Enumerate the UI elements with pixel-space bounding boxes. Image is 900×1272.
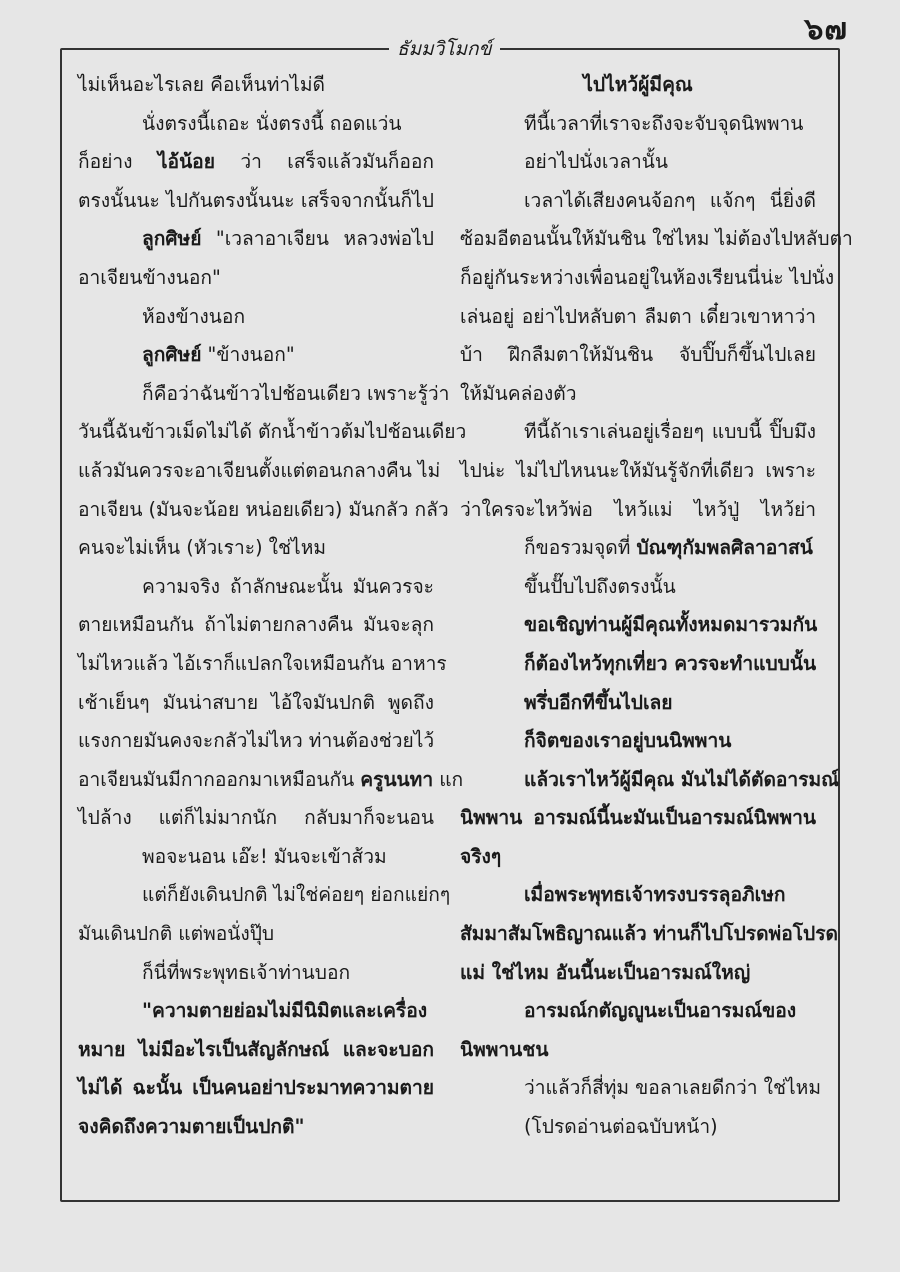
bold-phrase: ครูนนทา [360, 767, 434, 791]
right-column-line: ไปไหว้ผู้มีคุณ [583, 73, 693, 96]
bold-phrase: ไอ้น้อย [157, 150, 215, 174]
right-column-line: แล้วเราไหว้ผู้มีคุณ มันไม่ได้ตัดอารมณ์ [524, 767, 839, 791]
right-column-line: ทีนี้เวลาที่เราจะถึงจะจับจุดนิพพาน [524, 111, 804, 135]
left-column-line: ไปล้าง แต่ก็ไม่มากนัก กลับมาก็จะนอน [78, 806, 434, 830]
text-fragment: แก [433, 767, 464, 791]
right-column-line: นิพพาน อารมณ์นี้นะมันเป็นอารมณ์นิพพาน [460, 806, 816, 830]
left-column-line: ตายเหมือนกัน ถ้าไม่ตายกลางคืน มันจะลุก [78, 613, 434, 637]
left-column-line: หมาย ไม่มีอะไรเป็นสัญลักษณ์ และจะบอก [78, 1037, 434, 1061]
right-column-line: ก็อยู่กันระหว่างเพื่อนอยู่ในห้องเรียนนี่น่ะ ไปนั่ง [460, 265, 835, 289]
text-fragment: ว่า เสร็จแล้วมันก็ออก [214, 150, 434, 174]
left-column-line: แต่ก็ยังเดินปกติ ไม่ใช่ค่อยๆ ย่อกแย่กๆ [142, 883, 451, 907]
bold-phrase: ลูกศิษย์ [142, 343, 202, 367]
left-column-line: อาเจียนข้างนอก" [78, 265, 221, 289]
left-column-line: จงคิดถึงความตายเป็นปกติ" [78, 1115, 305, 1139]
right-column-line: ขอเชิญท่านผู้มีคุณทั้งหมดมารวมกัน [524, 613, 818, 637]
left-text-column [78, 66, 467, 1147]
right-column-line: เวลาได้เสียงคนจ้อกๆ แจ้กๆ นี่ยิ่งดี [524, 188, 816, 212]
left-column-line: ไม่ไหวแล้ว ไอ้เราก็แปลกใจเหมือนกัน อาหาร [78, 651, 447, 675]
left-column-line: เช้าเย็นๆ มันน่าสบาย ไอ้ใจมันปกติ พูดถึง [78, 690, 434, 714]
left-column-line [78, 761, 464, 800]
left-column-line: ก็คือว่าฉันข้าวไปช้อนเดียว เพราะรู้ว่า [142, 381, 450, 405]
bold-phrase: บัณฑุกัมพลศิลาอาสน์ [636, 536, 813, 560]
left-column-line: แรงกายมันคงจะกลัวไม่ไหว ท่านต้องช่วยไว้ [78, 729, 435, 753]
left-column-line: คนจะไม่เห็น (หัวเราะ) ใช่ไหม [78, 536, 326, 560]
right-column-line: ก็ต้องไหว้ทุกเที่ยว ควรจะทำแบบนั้น [524, 651, 817, 675]
text-fragment: อาเจียนมันมีกากออกมาเหมือนกัน [78, 767, 361, 791]
page-number: ๖๗ [804, 12, 848, 47]
right-column-line: แม่ ใช่ไหม อันนี้นะเป็นอารมณ์ใหญ่ [460, 960, 751, 984]
right-text-column [460, 66, 853, 1147]
left-column-line: พอจะนอน เอ๊ะ! มันจะเข้าส้วม [142, 844, 387, 868]
left-column-line: แล้วมันควรจะอาเจียนตั้งแต่ตอนกลางคืน ไม่ [78, 458, 441, 482]
left-column-line: วันนี้ฉันข้าวเม็ดไม่ได้ ตักน้ำข้าวต้มไปช้อนเดียว [78, 420, 467, 444]
text-fragment: ก็อย่าง [78, 150, 158, 174]
bold-phrase: ลูกศิษย์ [142, 227, 202, 251]
right-column-line: จริงๆ [460, 844, 502, 868]
left-column-line: ก็นี่ที่พระพุทธเจ้าท่านบอก [142, 960, 351, 984]
right-column-line: พรึ่บอีกทีขึ้นไปเลย [524, 690, 673, 714]
right-column-line: ซ้อมอีตอนนั้นให้มันชิน ใช่ไหม ไม่ต้องไปหลับตา [460, 227, 853, 251]
right-column-line: สัมมาสัมโพธิญาณแล้ว ท่านก็ไปโปรดพ่อโปรด [460, 922, 838, 946]
right-column-line: นิพพานชน [460, 1037, 549, 1061]
right-column-line: (โปรดอ่านต่อฉบับหน้า) [524, 1115, 718, 1139]
right-column-line: ว่าแล้วก็สี่ทุ่ม ขอลาเลยดีกว่า ใช่ไหม [524, 1076, 821, 1100]
right-column-line [460, 529, 816, 568]
text-fragment: "เวลาอาเจียน หลวงพ่อไป [201, 227, 434, 251]
left-column-line: ไม่ได้ ฉะนั้น เป็นคนอย่าประมาทความตาย [78, 1076, 434, 1100]
left-column-line: นั่งตรงนี้เถอะ นั่งตรงนี้ ถอดแว่น [142, 111, 402, 135]
right-column-line: ไปน่ะ ไม่ไปไหนนะให้มันรู้จักที่เดียว เพราะ [460, 458, 816, 482]
right-column-line: อารมณ์กตัญญูนะเป็นอารมณ์ของ [524, 999, 797, 1023]
left-column-line: "ความตายย่อมไม่มีนิมิตและเครื่อง [142, 999, 428, 1023]
left-column-line: มันเดินปกติ แต่พอนั่งปุ๊บ [78, 922, 275, 946]
right-column-line: บ้า ฝึกลืมตาให้มันชิน จับปิ๊บก็ขึ้นไปเลย [460, 343, 816, 367]
right-column-line: ว่าใครจะไหว้พ่อ ไหว้แม่ ไหว้ปู่ ไหว้ย่า [460, 497, 816, 521]
left-column-line: อาเจียน (มันจะน้อย หน่อยเดียว) มันกลัว กลัว [78, 497, 449, 521]
left-column-line [78, 336, 434, 375]
right-column-line: ขึ้นปั๊บไปถึงตรงนั้น [524, 574, 676, 598]
left-column-line: ความจริง ถ้าลักษณะนั้น มันควรจะ [142, 574, 434, 598]
right-column-line: ให้มันคล่องตัว [460, 381, 577, 405]
right-column-line: เล่นอยู่ อย่าไปหลับตา ลืมตา เดี๋ยวเขาหาว่า [460, 304, 816, 328]
right-column-line: ทีนี้ถ้าเราเล่นอยู่เรื่อยๆ แบบนี้ ปิ๊บมึง [524, 420, 816, 444]
left-column-line [78, 143, 434, 182]
running-header-title: ธัมมวิโมกข์ [389, 34, 500, 64]
text-fragment: ก็ขอรวมจุดที่ [524, 536, 637, 560]
text-fragment: "ข้างนอก" [201, 343, 295, 367]
left-column-line: ห้องข้างนอก [142, 304, 246, 328]
left-column-line: ไม่เห็นอะไรเลย คือเห็นท่าไม่ดี [78, 73, 325, 96]
right-column-line: อย่าไปนั่งเวลานั้น [524, 150, 668, 174]
left-column-line [78, 220, 434, 259]
right-column-line: ก็จิตของเราอยู่บนนิพพาน [524, 729, 732, 753]
right-column-line: เมื่อพระพุทธเจ้าทรงบรรลุอภิเษก [524, 883, 786, 907]
left-column-line: ตรงนั้นนะ ไปกันตรงนั้นนะ เสร็จจากนั้นก็ไป [78, 188, 434, 212]
